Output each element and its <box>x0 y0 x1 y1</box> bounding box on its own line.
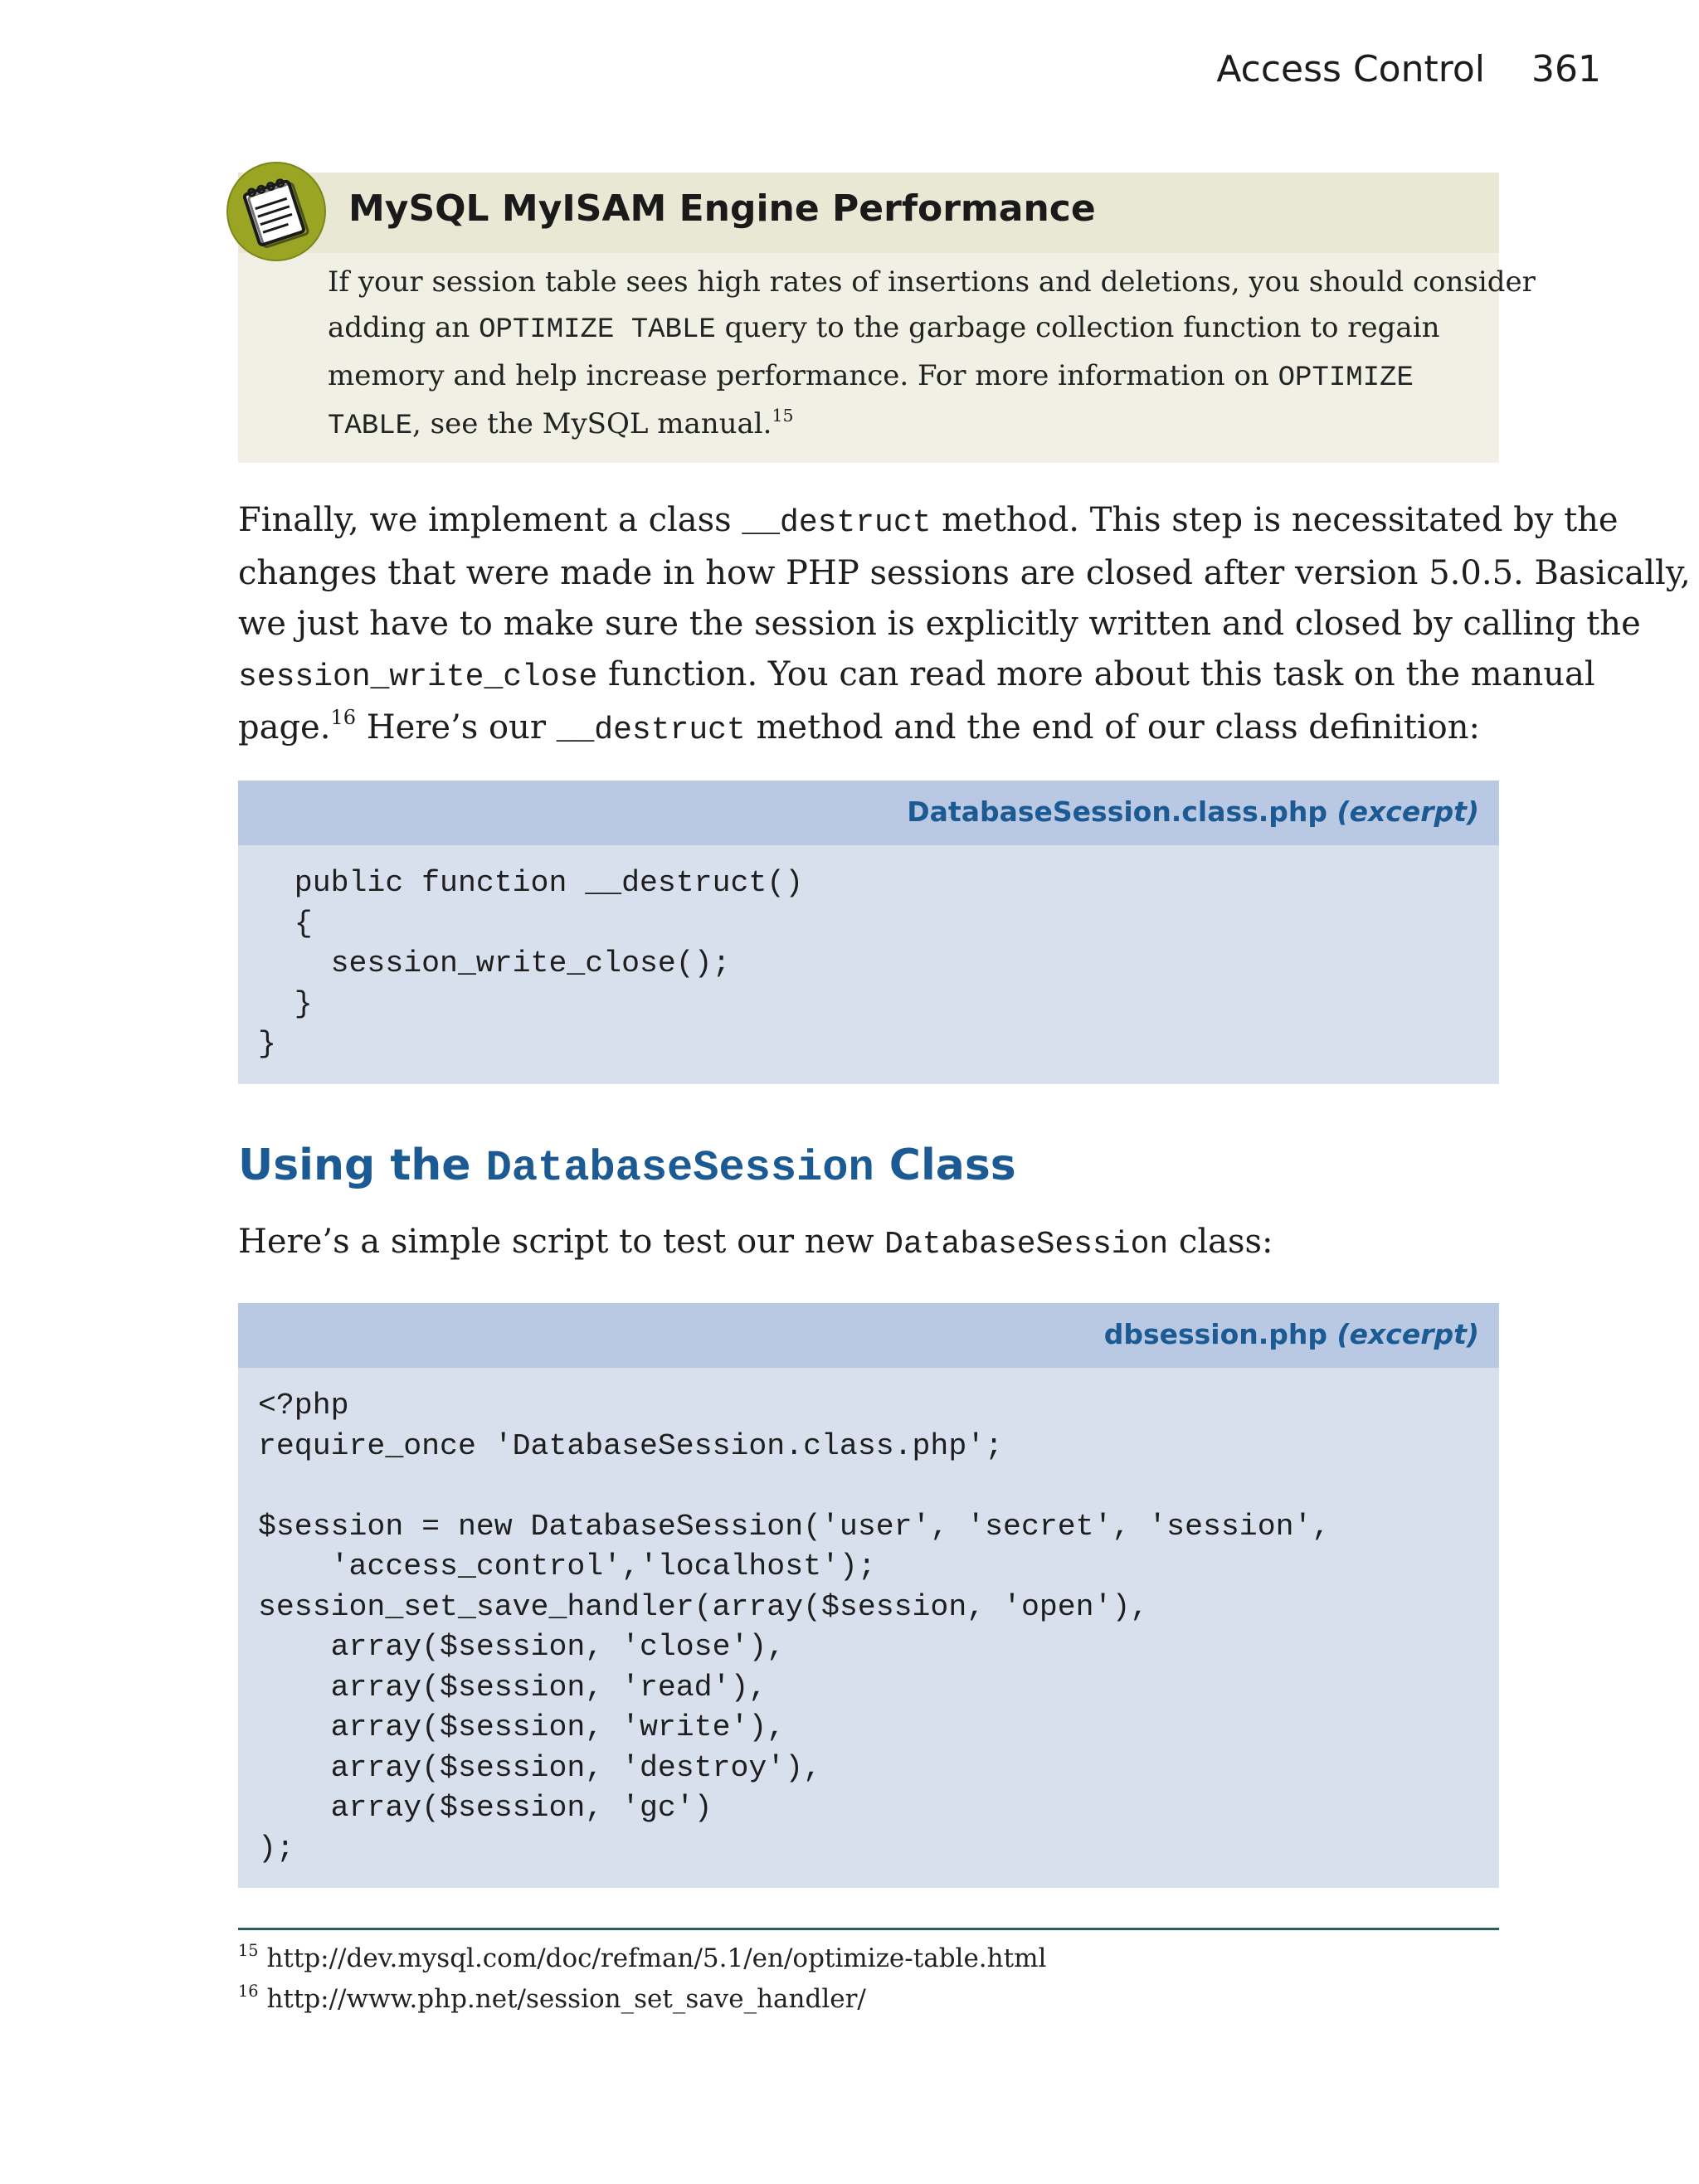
inline-code: session_write_close <box>238 659 598 695</box>
heading-inline-code: DatabaseSession <box>485 1144 874 1193</box>
footnote-ref[interactable]: 15 <box>772 405 794 426</box>
running-head <box>1216 48 1601 90</box>
code-filename <box>907 795 1479 828</box>
note-text-run: adding an <box>328 311 480 344</box>
filename-text: dbsession.php <box>1103 1318 1328 1350</box>
footnote <box>238 1940 1047 1973</box>
footnote-link[interactable]: http://dev.mysql.com/doc/refman/5.1/en/optimize-table.html <box>266 1943 1047 1973</box>
code-listing-header <box>238 1303 1499 1368</box>
inline-code: TABLE <box>328 411 413 442</box>
footnote-number: 15 <box>238 1940 259 1960</box>
note-text-run: query to the garbage collection function to regain <box>715 311 1440 344</box>
code-body: public function __destruct() { session_write_close(); } } <box>258 866 804 1061</box>
code-listing <box>238 1303 1499 1888</box>
text-run: class: <box>1168 1223 1273 1261</box>
para-line <box>238 495 1619 548</box>
heading-text-run: Using the <box>238 1141 486 1190</box>
text-run: method. This step is necessitated by the <box>931 501 1619 539</box>
inline-code: __destruct <box>742 505 932 541</box>
body-paragraph <box>238 495 1691 756</box>
note-line-4 <box>328 401 1485 450</box>
para-line <box>238 1217 1507 1270</box>
note-text <box>328 260 1536 450</box>
page-number: 361 <box>1531 48 1601 90</box>
code-body: <?php require_once 'DatabaseSession.class.php'; $session = new DatabaseSession('user', 'secret', 'session', 'access_control','localhost'); session_set_save_handler(array($session, 'open'), array($session, 'close'), array($session, 'read'), array($session, 'write'), array($session, 'destroy'), array($session, 'gc') ); <box>258 1389 1331 1865</box>
inline-code: __destruct <box>556 713 746 748</box>
text-run: Here’s our <box>356 708 557 747</box>
note-line-3 <box>328 353 1485 401</box>
text-run: Finally, we implement a class <box>238 501 742 539</box>
text-run: Here’s a simple script to test our new <box>238 1223 885 1261</box>
running-head-title: Access Control <box>1216 48 1486 90</box>
excerpt-label: (excerpt) <box>1336 1318 1479 1350</box>
footnote-divider <box>238 1928 1499 1930</box>
note-text-run: , see the MySQL manual. <box>412 407 772 440</box>
footnote-number: 16 <box>238 1981 259 2001</box>
footnote-link[interactable]: http://www.php.net/session_set_save_handler/ <box>266 1984 866 2014</box>
code-filename <box>1104 1318 1479 1350</box>
code-listing <box>238 781 1499 1084</box>
inline-code: OPTIMIZE <box>1278 362 1414 394</box>
heading-text-run: Class <box>874 1141 1016 1190</box>
text-run: page. <box>238 708 331 747</box>
excerpt-label: (excerpt) <box>1336 795 1479 828</box>
para-line <box>238 703 1507 756</box>
para-line: we just have to make sure the session is explicitly written and closed by calling the <box>238 605 1641 643</box>
para-line <box>238 649 1595 703</box>
footnote-ref[interactable]: 16 <box>330 706 356 730</box>
text-run: function. You can read more about this task on the manual <box>597 655 1595 693</box>
note-line-2 <box>328 305 1485 353</box>
footnote <box>238 1981 866 2014</box>
filename-text: DatabaseSession.class.php <box>907 795 1328 828</box>
note-title: MySQL MyISAM Engine Performance <box>348 187 1096 230</box>
note-line-1: If your session table sees high rates of insertions and deletions, you should consider <box>328 265 1536 299</box>
body-paragraph <box>238 1217 1507 1270</box>
inline-code: OPTIMIZE TABLE <box>479 314 716 346</box>
text-run: method and the end of our class definition: <box>745 708 1481 747</box>
para-line: changes that were made in how PHP sessions are closed after version 5.0.5. Basically, <box>238 554 1691 592</box>
inline-code: DatabaseSession <box>884 1227 1169 1262</box>
notepad-icon <box>226 161 327 262</box>
note-text-run: memory and help increase performance. For more information on <box>328 359 1278 392</box>
section-heading <box>238 1141 1016 1193</box>
code-listing-header <box>238 781 1499 845</box>
